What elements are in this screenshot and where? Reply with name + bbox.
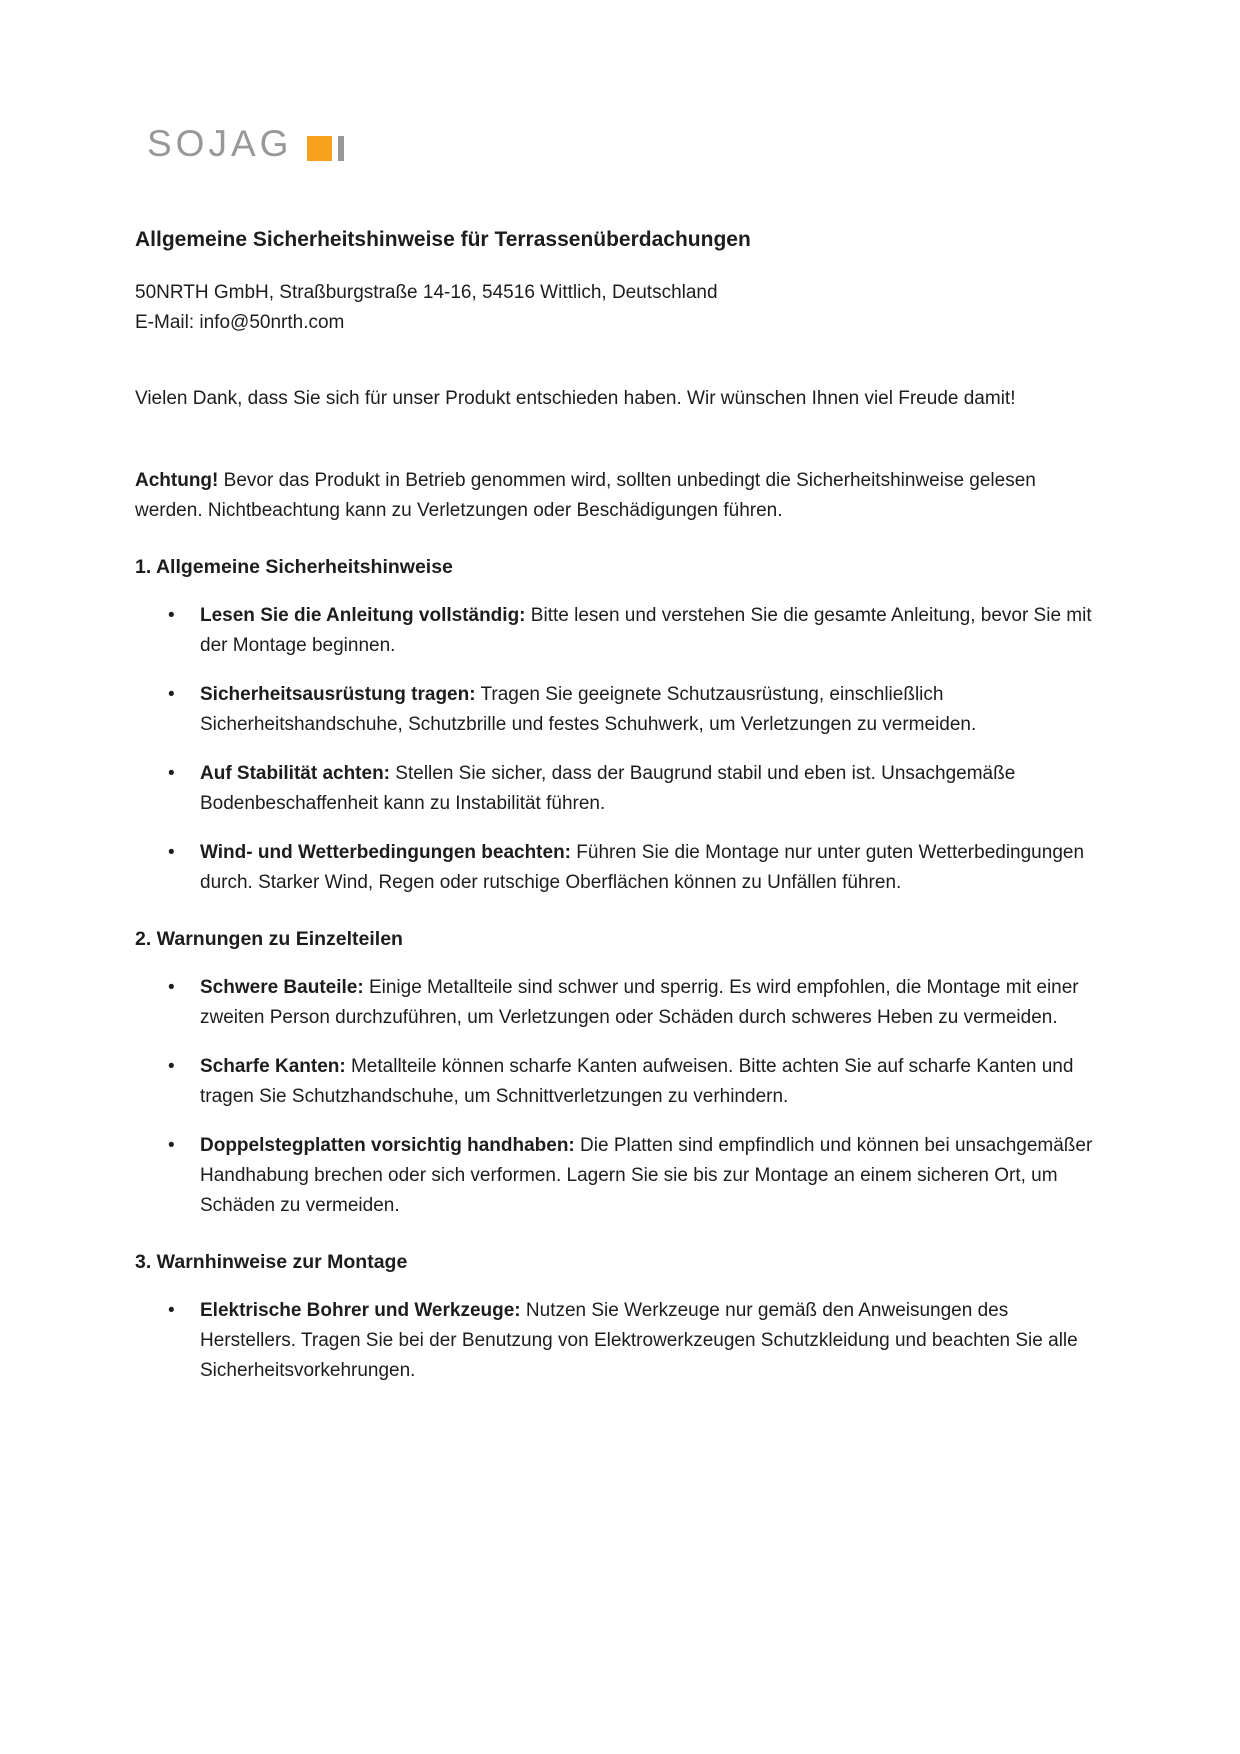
bullet-list-1 <box>135 601 1107 898</box>
list-item <box>135 1052 1107 1112</box>
page-title: Allgemeine Sicherheitshinweise für Terrassenüberdachungen <box>135 228 751 251</box>
bullet-text: Stellen Sie sicher, dass der Baugrund stabil und eben ist. Unsachgemäße Bodenbeschaffenheit kann zu Instabilität führen. <box>200 763 1016 814</box>
warning-paragraph <box>135 466 1107 526</box>
bullet-list-3 <box>135 1296 1107 1386</box>
logo-wordmark: SOJAG <box>147 123 293 164</box>
list-item <box>135 680 1107 740</box>
bullet-lead: Sicherheitsausrüstung tragen: <box>200 684 476 705</box>
section-heading-2: 2. Warnungen zu Einzelteilen <box>135 928 403 950</box>
sojag-logo <box>147 118 1107 162</box>
bullet-text: Metallteile können scharfe Kanten aufweisen. Bitte achten Sie auf scharfe Kanten und tragen Sie Schutzhandschuhe, um Schnittverletzungen zu verhindern. <box>200 1056 1074 1107</box>
list-item <box>135 838 1107 898</box>
company-address-block <box>135 278 1107 338</box>
bullet-lead: Scharfe Kanten: <box>200 1056 346 1077</box>
bullet-lead: Auf Stabilität achten: <box>200 763 391 784</box>
bullet-text: Bitte lesen und verstehen Sie die gesamte Anleitung, bevor Sie mit der Montage beginnen. <box>200 605 1092 656</box>
section-heading-3: 3. Warnhinweise zur Montage <box>135 1251 408 1273</box>
bullet-text: Führen Sie die Montage nur unter guten Wetterbedingungen durch. Starker Wind, Regen oder rutschige Oberflächen können zu Unfällen führen. <box>200 842 1085 893</box>
warning-lead: Achtung! <box>135 470 219 491</box>
bullet-list-2 <box>135 973 1107 1221</box>
bullet-text: Tragen Sie geeignete Schutzausrüstung, einschließlich Sicherheitshandschuhe, Schutzbrille und festes Schuhwerk, um Verletzungen zu vermeiden. <box>200 684 977 735</box>
section-heading-1: 1. Allgemeine Sicherheitshinweise <box>135 556 453 578</box>
list-item <box>135 1296 1107 1386</box>
company-address-line: 50NRTH GmbH, Straßburgstraße 14-16, 54516 Wittlich, Deutschland <box>135 282 718 303</box>
logo-bar-icon <box>338 136 344 161</box>
logo-orange-square-icon <box>307 136 332 161</box>
warning-text: Bevor das Produkt in Betrieb genommen wird, sollten unbedingt die Sicherheitshinweise gelesen werden. Nichtbeachtung kann zu Verletzungen oder Beschädigungen führen. <box>135 470 1036 521</box>
list-item <box>135 601 1107 661</box>
thanks-paragraph: Vielen Dank, dass Sie sich für unser Produkt entschieden haben. Wir wünschen Ihnen viel Freude damit! <box>135 388 1016 409</box>
bullet-lead: Lesen Sie die Anleitung vollständig: <box>200 605 526 626</box>
bullet-text: Einige Metallteile sind schwer und sperrig. Es wird empfohlen, die Montage mit einer zweiten Person durchzuführen, um Verletzungen oder Schäden durch schweres Heben zu vermeiden. <box>200 977 1079 1028</box>
company-email-line: E-Mail: info@50nrth.com <box>135 312 345 333</box>
bullet-lead: Doppelstegplatten vorsichtig handhaben: <box>200 1135 575 1156</box>
bullet-text: Nutzen Sie Werkzeuge nur gemäß den Anweisungen des Herstellers. Tragen Sie bei der Benutzung von Elektrowerkzeugen Schutzkleidung und beachten Sie alle Sicherheitsvorkehrungen. <box>200 1300 1078 1381</box>
list-item <box>135 759 1107 819</box>
list-item <box>135 973 1107 1033</box>
bullet-lead: Schwere Bauteile: <box>200 977 364 998</box>
bullet-text: Die Platten sind empfindlich und können bei unsachgemäßer Handhabung brechen oder sich verformen. Lagern Sie sie bis zur Montage an einem sicheren Ort, um Schäden zu vermeiden. <box>200 1135 1093 1216</box>
list-item <box>135 1131 1107 1221</box>
bullet-lead: Wind- und Wetterbedingungen beachten: <box>200 842 572 863</box>
bullet-lead: Elektrische Bohrer und Werkzeuge: <box>200 1300 521 1321</box>
